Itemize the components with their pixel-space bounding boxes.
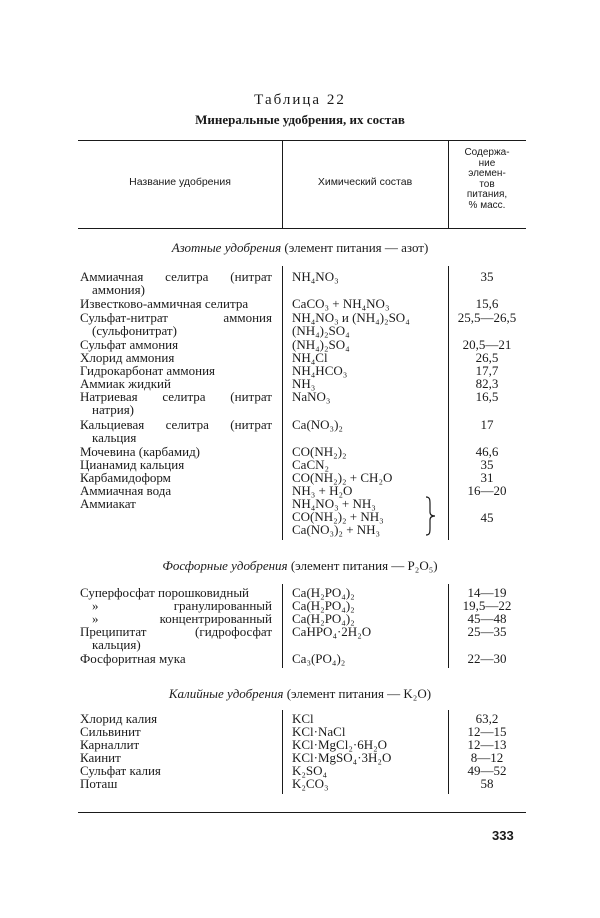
nutrient-content: 82,3 bbox=[475, 376, 499, 391]
divider-k-1 bbox=[282, 710, 283, 794]
chemical-formula: K₂SO₄ bbox=[292, 763, 328, 778]
nutrient-content: 22—30 bbox=[467, 651, 507, 666]
fertilizer-name: Известково-аммичная селитра bbox=[80, 296, 249, 311]
divider-n-2 bbox=[448, 266, 449, 540]
ditto-mark: » bbox=[92, 611, 99, 626]
header-content-line: питания, bbox=[466, 189, 508, 200]
fertilizer-name-cont: натрия) bbox=[92, 402, 134, 417]
nutrient-content: 14—19 bbox=[467, 585, 507, 600]
fertilizer-name: Карналлит bbox=[80, 737, 140, 752]
nutrient-content: 45 bbox=[480, 510, 494, 525]
fertilizer-name-cont: кальция bbox=[92, 430, 137, 445]
nutrient-content: 16,5 bbox=[475, 389, 499, 404]
fertilizer-name: Кальциевая селитра (нитрат bbox=[80, 417, 272, 432]
chemical-formula: NH₃ + H₂O bbox=[292, 483, 353, 498]
header-divider-2 bbox=[448, 140, 449, 228]
chemical-formula: K₂CO₃ bbox=[292, 776, 329, 791]
table-title: Минеральные удобрения, их состав bbox=[195, 112, 405, 127]
fertilizer-name: Поташ bbox=[80, 776, 118, 791]
section-heading-rest: (элемент питания — P₂O₅) bbox=[287, 558, 438, 573]
fertilizer-name: Цианамид кальция bbox=[80, 457, 185, 472]
chemical-formula: NH₄Cl bbox=[292, 350, 328, 365]
header-chem: Химический состав bbox=[317, 176, 413, 188]
fertilizer-name: Аммиачная селитра (нитрат bbox=[80, 269, 272, 284]
fertilizer-name: Суперфосфат порошковидный bbox=[80, 585, 250, 600]
table-bottom-rule bbox=[78, 812, 526, 813]
fertilizer-name: Гидрокарбонат аммония bbox=[80, 363, 216, 378]
fertilizer-name: Хлорид аммония bbox=[80, 350, 175, 365]
chemical-formula-cont: (NH₄)₂SO₄ bbox=[292, 323, 350, 338]
nutrient-content: 35 bbox=[480, 457, 494, 472]
header-content-line: % масс. bbox=[468, 199, 506, 211]
nutrient-content: 15,6 bbox=[475, 296, 499, 311]
fertilizer-name: гранулированный bbox=[173, 598, 272, 613]
nutrient-content: 35 bbox=[480, 269, 494, 284]
section-heading-italic: Калийные удобрения bbox=[168, 686, 284, 701]
divider-p-1 bbox=[282, 584, 283, 668]
chemical-formula: KCl·NaCl bbox=[292, 724, 346, 739]
nutrient-content: 12—13 bbox=[467, 737, 507, 752]
fertilizer-name: Каинит bbox=[80, 750, 121, 765]
section-heading-italic: Азотные удобрения bbox=[171, 240, 282, 255]
right-brace-icon bbox=[424, 496, 436, 536]
fertilizer-name: Хлорид калия bbox=[80, 711, 158, 726]
nutrient-content: 25—35 bbox=[467, 624, 507, 639]
chemical-formula: NH₄NO₃ bbox=[292, 269, 339, 284]
header-content-line: ние bbox=[478, 157, 496, 169]
section-heading-phosphorus bbox=[60, 558, 540, 574]
section-heading-nitrogen bbox=[60, 240, 540, 256]
section-heading-italic: Фосфорные удобрения bbox=[162, 558, 288, 573]
chemical-formula: KCl bbox=[292, 711, 314, 726]
nutrient-content: 16—20 bbox=[467, 483, 507, 498]
header-content bbox=[450, 148, 524, 211]
nutrient-content: 8—12 bbox=[470, 750, 504, 765]
chemical-formula: NaNO₃ bbox=[292, 389, 331, 404]
chemical-formula: NH₄HCO₃ bbox=[292, 363, 348, 378]
fertilizer-name-cont: кальция) bbox=[92, 637, 141, 652]
chemical-formula-cont: Ca(NO₃)₂ + NH₃ bbox=[292, 522, 381, 537]
chemical-formula: Ca(H₂PO₄)₂ bbox=[292, 585, 355, 600]
divider-n-1 bbox=[282, 266, 283, 540]
nutrient-content: 19,5—22 bbox=[462, 598, 512, 613]
divider-p-2 bbox=[448, 584, 449, 668]
nutrient-content: 31 bbox=[480, 470, 494, 485]
fertilizer-name: Сульфат аммония bbox=[80, 337, 179, 352]
nutrient-content: 17 bbox=[480, 417, 494, 432]
header-bottom-rule bbox=[78, 228, 526, 229]
fertilizer-name: Сульфат-нитрат аммония bbox=[80, 310, 272, 325]
page-number: 333 bbox=[492, 828, 514, 843]
header-content-line: тов bbox=[479, 178, 495, 190]
chemical-formula: CaCO₃ + NH₄NO₃ bbox=[292, 296, 390, 311]
chemical-formula: Ca(H₂PO₄)₂ bbox=[292, 611, 355, 626]
table-top-rule bbox=[78, 140, 526, 141]
nutrient-content: 20,5—21 bbox=[462, 337, 512, 352]
fertilizer-name-cont: (сульфонитрат) bbox=[92, 323, 177, 338]
fertilizer-name: Аммиак жидкий bbox=[80, 376, 171, 391]
chemical-formula: CO(NH₂)₂ bbox=[292, 444, 347, 459]
section-heading-potassium bbox=[60, 686, 540, 702]
chemical-formula: Ca(NO₃)₂ bbox=[292, 417, 343, 432]
nutrient-content: 26,5 bbox=[475, 350, 499, 365]
chemical-formula: NH₃ bbox=[292, 376, 316, 391]
fertilizer-name: Аммиачная вода bbox=[80, 483, 172, 498]
nutrient-content: 12—15 bbox=[467, 724, 507, 739]
fertilizer-name: Сильвинит bbox=[80, 724, 141, 739]
fertilizer-name: Аммиакат bbox=[80, 496, 136, 511]
chemical-formula: (NH₄)₂SO₄ bbox=[292, 337, 350, 352]
nutrient-content: 49—52 bbox=[467, 763, 507, 778]
header-name: Название удобрения bbox=[129, 176, 231, 188]
fertilizer-name: Карбамидоформ bbox=[80, 470, 171, 485]
nutrient-content: 63,2 bbox=[475, 711, 499, 726]
chemical-formula: Ca(H₂PO₄)₂ bbox=[292, 598, 355, 613]
table-number: Таблица 22 bbox=[254, 92, 346, 108]
chemical-formula: CaCN₂ bbox=[292, 457, 330, 472]
header-content-line: Содержа- bbox=[464, 147, 510, 158]
nutrient-content: 46,6 bbox=[475, 444, 499, 459]
fertilizer-name: Сульфат калия bbox=[80, 763, 161, 778]
header-divider-1 bbox=[282, 140, 283, 228]
ditto-mark: » bbox=[92, 598, 99, 613]
chemical-formula: CaHPO₄·2H₂O bbox=[292, 624, 372, 639]
nutrient-content: 17,7 bbox=[475, 363, 499, 378]
fertilizer-name: Мочевина (карбамид) bbox=[80, 444, 201, 459]
chemical-formula: NH₄NO₃ + NH₃ bbox=[292, 496, 376, 511]
fertilizer-name-cont: аммония) bbox=[92, 282, 145, 297]
section-heading-rest: (элемент питания — азот) bbox=[281, 240, 429, 255]
fertilizer-name: концентрированный bbox=[159, 611, 272, 626]
chemical-formula: KCl·MgCl₂·6H₂O bbox=[292, 737, 388, 752]
chemical-formula-cont: CO(NH₂)₂ + NH₃ bbox=[292, 509, 384, 524]
chemical-formula: KCl·MgSO₄·3H₂O bbox=[292, 750, 392, 765]
fertilizer-name: Фосфоритная мука bbox=[80, 651, 186, 666]
chemical-formula: CO(NH₂)₂ + CH₂O bbox=[292, 470, 393, 485]
fertilizer-name: Преципитат (гидрофосфат bbox=[80, 624, 272, 639]
chemical-formula: NH₄NO₃ и (NH₄)₂SO₄ bbox=[292, 310, 410, 325]
header-content-line: элемен- bbox=[468, 168, 506, 179]
nutrient-content: 58 bbox=[480, 776, 494, 791]
chemical-formula: Ca₃(PO₄)₂ bbox=[292, 651, 346, 666]
nutrient-content: 45—48 bbox=[467, 611, 507, 626]
nutrient-content: 25,5—26,5 bbox=[457, 310, 517, 325]
divider-k-2 bbox=[448, 710, 449, 794]
fertilizer-name: Натриевая селитра (нитрат bbox=[80, 389, 272, 404]
section-heading-rest: (элемент питания — K₂O) bbox=[283, 686, 432, 701]
